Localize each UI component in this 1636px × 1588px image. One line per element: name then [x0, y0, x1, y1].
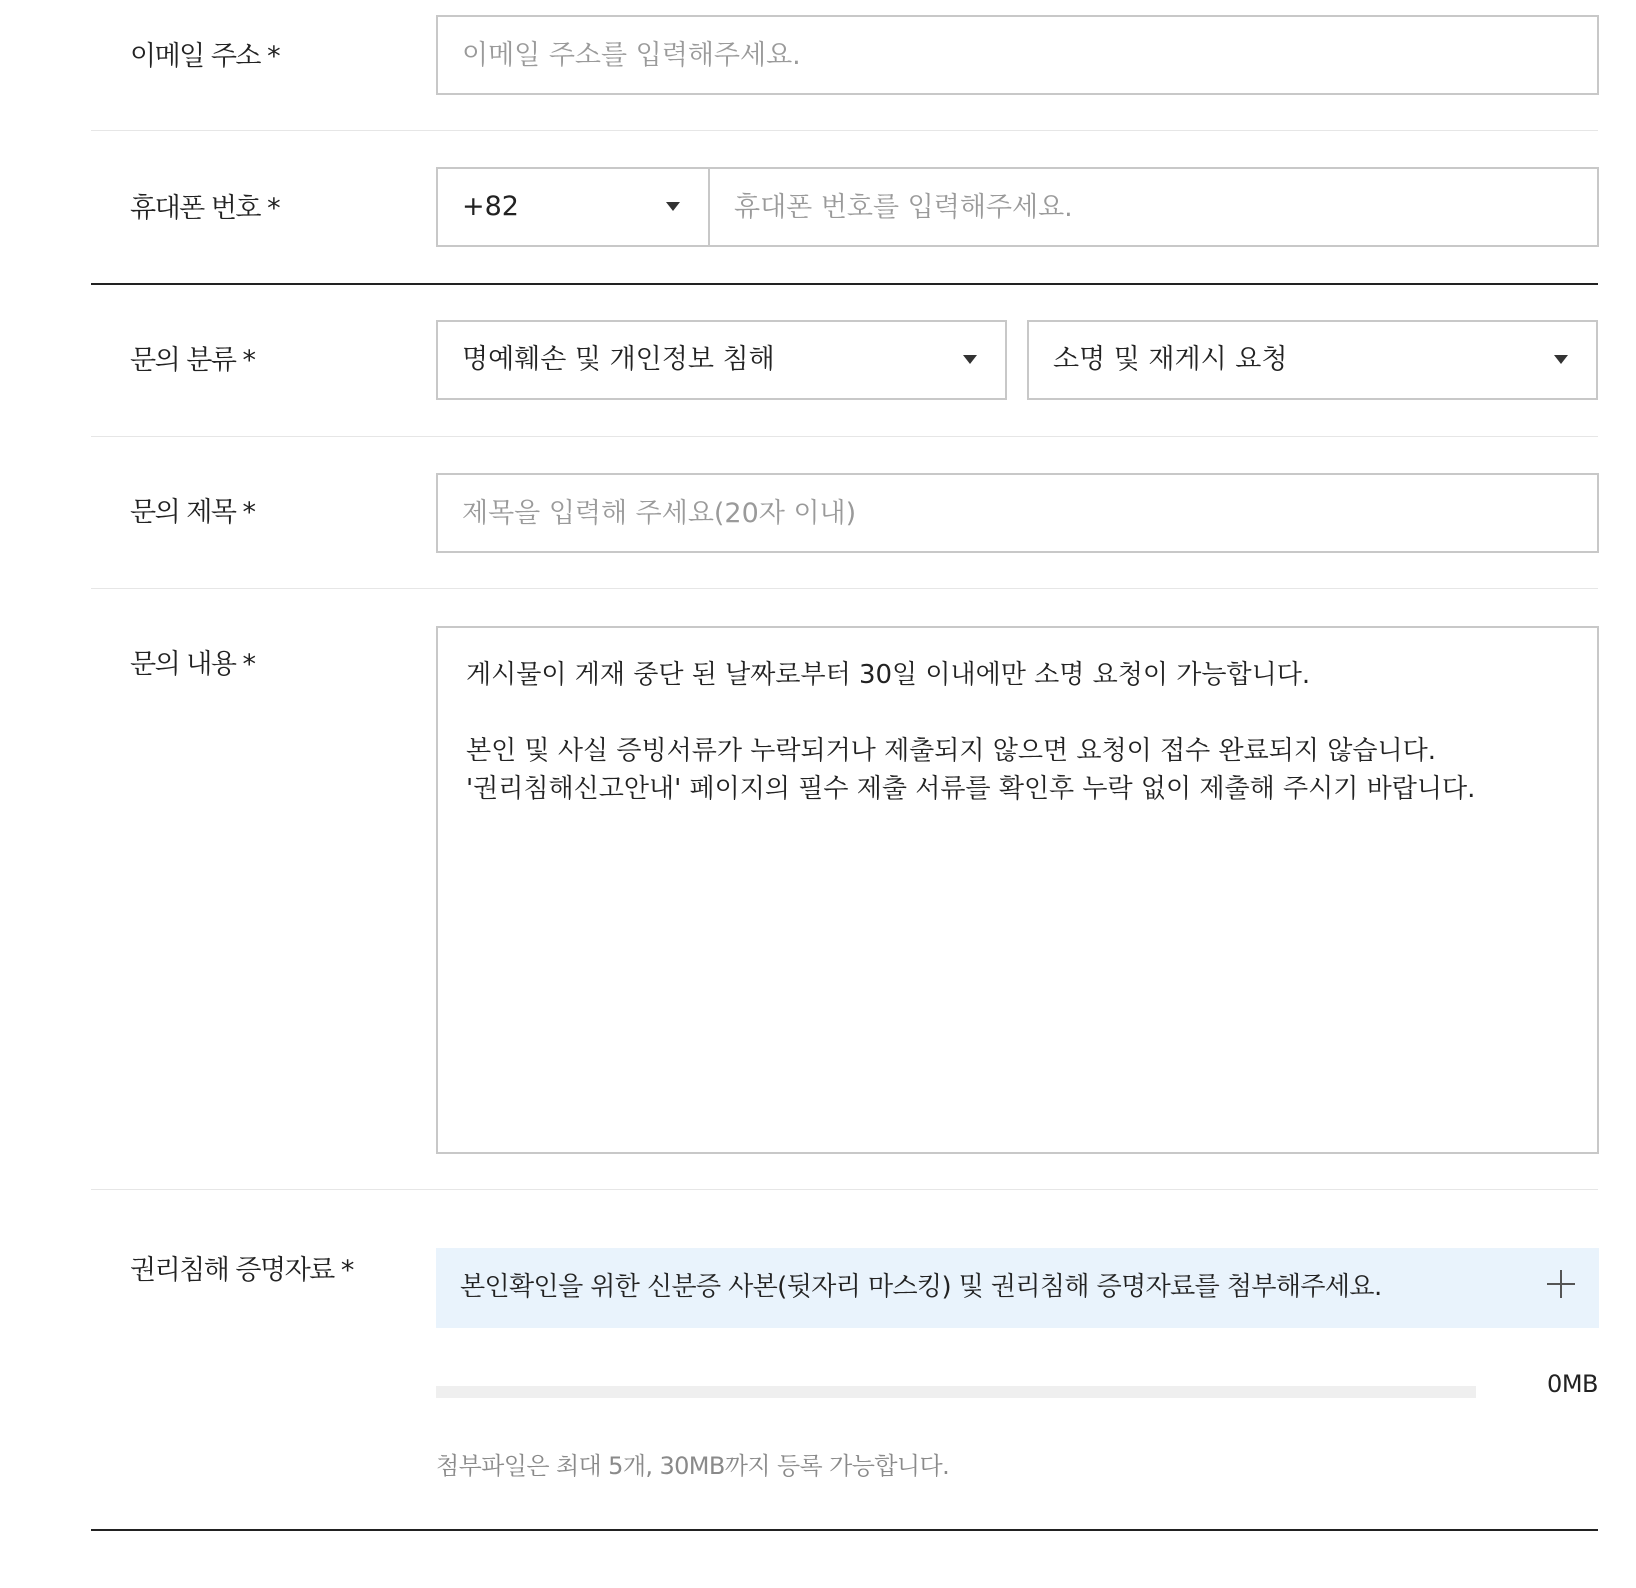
phone-row [91, 131, 1598, 285]
category-label: 문의 분류 * [130, 345, 255, 376]
subject-label: 문의 제목 * [130, 497, 255, 528]
country-code-select[interactable] [436, 167, 710, 247]
content-line: '권리침해신고안내' 페이지의 필수 제출 서류를 확인후 누락 없이 제출해 주시기 바랍니다. [466, 774, 1476, 804]
caret-down-icon [963, 355, 977, 364]
subject-field-box [436, 473, 1599, 553]
phone-number-field[interactable] [710, 169, 1597, 245]
email-field[interactable] [438, 17, 1597, 93]
content-line: 게시물이 게재 중단 된 날짜로부터 30일 이내에만 소명 요청이 가능합니다. [466, 660, 1311, 690]
category-row [91, 285, 1598, 437]
attach-prompt: 본인확인을 위한 신분증 사본(뒷자리 마스킹) 및 권리침해 증명자료를 첨부해주세요. [460, 1272, 1382, 1302]
caret-down-icon [1554, 355, 1568, 364]
attach-file-button[interactable] [436, 1248, 1599, 1328]
email-field-box [436, 15, 1599, 95]
country-code-value: +82 [462, 191, 519, 222]
subject-row [91, 437, 1598, 589]
inquiry-form [91, 0, 1598, 1531]
email-row [91, 0, 1598, 131]
category-primary-value: 명예훼손 및 개인정보 침해 [462, 344, 775, 375]
content-row [91, 589, 1598, 1190]
plus-icon [1547, 1270, 1575, 1298]
content-label: 문의 내용 * [130, 649, 255, 680]
storage-usage-text: 0MB [1547, 1370, 1598, 1398]
content-line: 본인 및 사실 증빙서류가 누락되거나 제출되지 않으면 요청이 접수 완료되지 않습니다. [466, 736, 1436, 766]
category-secondary-select[interactable] [1027, 320, 1598, 400]
caret-down-icon [666, 202, 680, 211]
category-secondary-value: 소명 및 재게시 요청 [1053, 344, 1288, 375]
storage-usage-bar [436, 1386, 1476, 1398]
evidence-row [91, 1190, 1598, 1531]
content-line-blank [466, 694, 1569, 732]
email-label: 이메일 주소 * [130, 41, 280, 72]
phone-field-box [708, 167, 1599, 247]
category-primary-select[interactable] [436, 320, 1007, 400]
content-textarea[interactable] [436, 626, 1599, 1154]
phone-label: 휴대폰 번호 * [130, 193, 280, 224]
attach-limit-note: 첨부파일은 최대 5개, 30MB까지 등록 가능합니다. [436, 1452, 950, 1480]
evidence-label: 권리침해 증명자료 * [130, 1255, 353, 1286]
subject-field[interactable] [438, 475, 1597, 551]
